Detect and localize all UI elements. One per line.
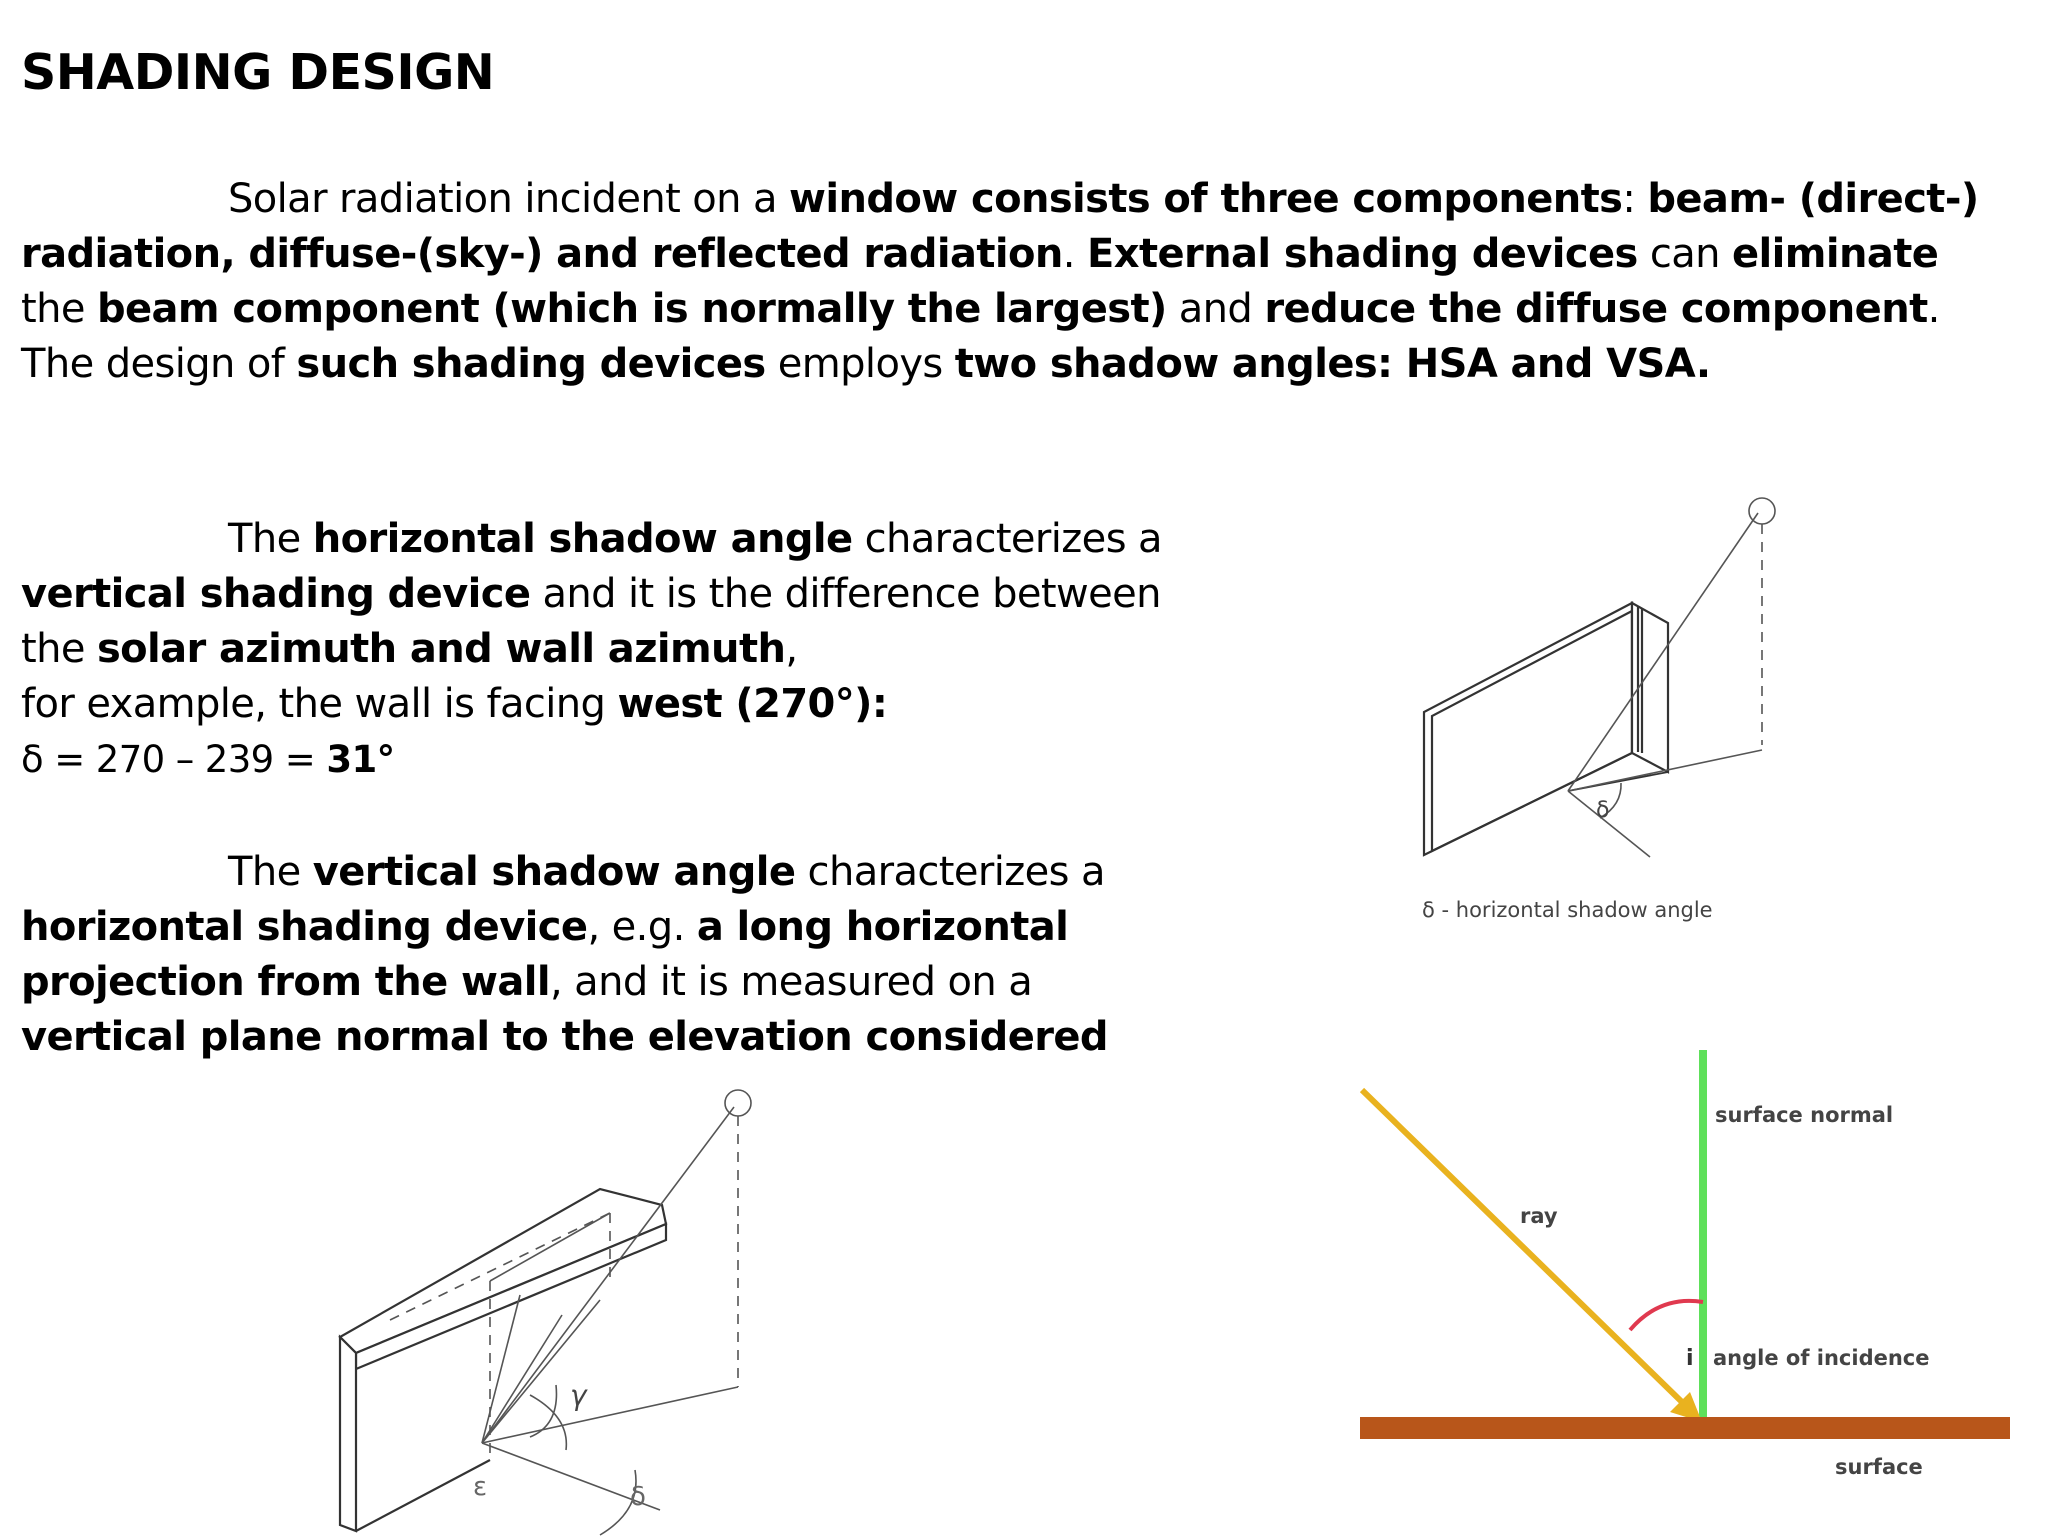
wall-panel [340,1337,356,1531]
horizontal-projection [340,1189,666,1353]
surface-label: surface [1835,1455,1923,1479]
gamma-label: γ [570,1379,587,1412]
sun-icon [1749,498,1775,524]
intro-paragraph: Solar radiation incident on a window consists of three components: beam- (direct-) radiation, diffuse-(sky-) and reflected radiation. External shading devices can eliminate the beam component (which is normally the largest) and reduce the diffuse component. The design of such shading devices employs two shadow angles: HSA and VSA. [21,176,1979,387]
vsa-paragraph: The vertical shadow angle characterizes a horizontal shading device, e.g. a long horizontal projection from the wall, and it is measured on a vertical plane normal to the elevation considered [21,849,1108,1060]
sun-icon [725,1090,751,1116]
epsilon-label: ε [473,1472,488,1502]
ray-line [1362,1090,1684,1404]
angle-of-incidence-label: angle of incidence [1713,1346,1930,1370]
ray-label: ray [1520,1204,1558,1228]
surface-normal-label: surface normal [1715,1103,1894,1127]
hsa-formula: δ = 270 – 239 = 31° [21,738,395,781]
page-title: SHADING DESIGN [21,44,495,101]
hsa-diagram [1400,495,1820,940]
vsa-delta-label: δ [630,1482,646,1512]
surface-bar [1360,1417,2010,1439]
incidence-diagram [1360,1040,2020,1490]
i-label: i [1686,1346,1694,1371]
hsa-caption: δ - horizontal shadow angle [1422,898,1713,922]
hsa-delta-label: δ [1596,798,1610,823]
vsa-diagram [330,1085,780,1536]
incidence-arc [1630,1301,1703,1330]
hsa-paragraph: The horizontal shadow angle characterizes a vertical shading device and it is the difference between the solar azimuth and wall azimuth, for example, the wall is facing west (270°): δ = 270 – 239 = 31° [21,516,1162,781]
